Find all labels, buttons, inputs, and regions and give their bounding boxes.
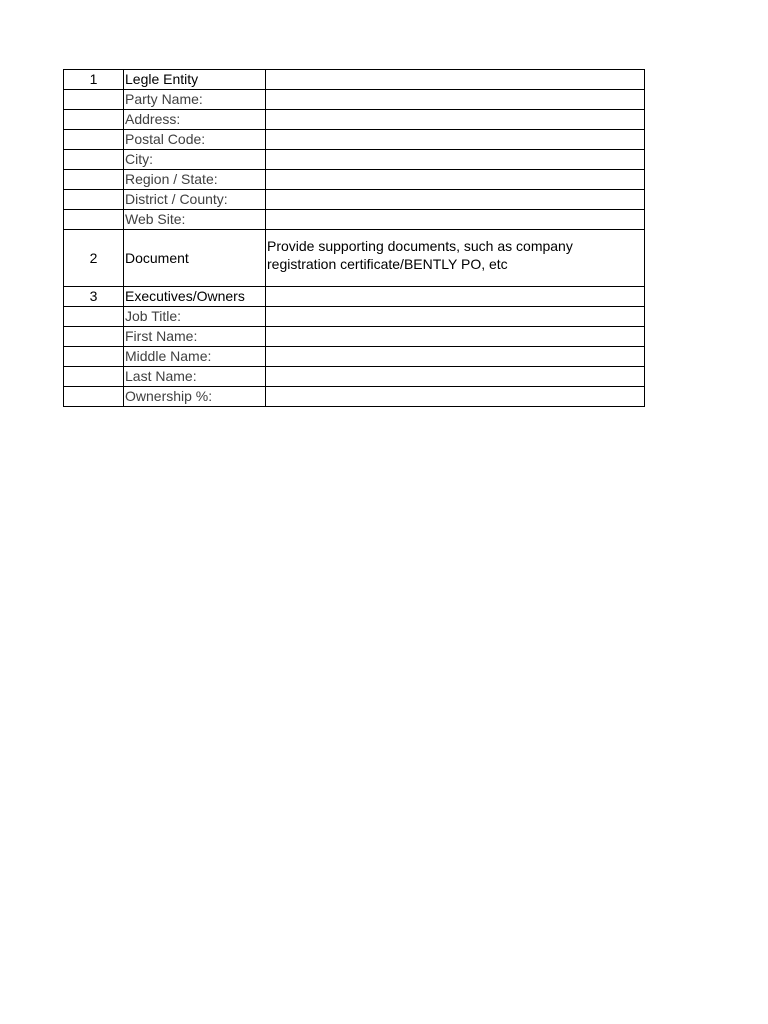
- field-label-last-name: Last Name:: [124, 367, 266, 387]
- row-number-cell: [64, 387, 124, 407]
- row-number-cell: [64, 170, 124, 190]
- address-field[interactable]: [266, 110, 645, 130]
- table-row: [64, 90, 645, 110]
- section-title: Document: [124, 230, 266, 287]
- field-label-web-site: Web Site:: [124, 210, 266, 230]
- field-label-party-name: Party Name:: [124, 90, 266, 110]
- row-number-cell: [64, 367, 124, 387]
- section-number: 1: [64, 70, 124, 90]
- section-header-legal-entity: [64, 70, 645, 90]
- row-number-cell: [64, 90, 124, 110]
- region-state-field[interactable]: [266, 170, 645, 190]
- section-number: 2: [64, 230, 124, 287]
- row-number-cell: [64, 307, 124, 327]
- ownership-field[interactable]: [266, 387, 645, 407]
- table-row: [64, 307, 645, 327]
- section-value-cell[interactable]: [266, 70, 645, 90]
- table-row: [64, 170, 645, 190]
- table-row: [64, 110, 645, 130]
- field-label-district-county: District / County:: [124, 190, 266, 210]
- district-county-field[interactable]: [266, 190, 645, 210]
- row-number-cell: [64, 150, 124, 170]
- row-number-cell: [64, 130, 124, 150]
- field-label-job-title: Job Title:: [124, 307, 266, 327]
- table-row: [64, 367, 645, 387]
- row-number-cell: [64, 110, 124, 130]
- field-label-postal-code: Postal Code:: [124, 130, 266, 150]
- row-number-cell: [64, 327, 124, 347]
- table-row: [64, 210, 645, 230]
- field-label-first-name: First Name:: [124, 327, 266, 347]
- postal-code-field[interactable]: [266, 130, 645, 150]
- field-label-ownership: Ownership %:: [124, 387, 266, 407]
- section-title: Legle Entity: [124, 70, 266, 90]
- field-label-region-state: Region / State:: [124, 170, 266, 190]
- row-number-cell: [64, 210, 124, 230]
- section-title: Executives/Owners: [124, 287, 266, 307]
- table-row: [64, 347, 645, 367]
- section-header-document: [64, 230, 645, 287]
- table-row: [64, 130, 645, 150]
- section-number: 3: [64, 287, 124, 307]
- city-field[interactable]: [266, 150, 645, 170]
- field-label-middle-name: Middle Name:: [124, 347, 266, 367]
- first-name-field[interactable]: [266, 327, 645, 347]
- field-label-address: Address:: [124, 110, 266, 130]
- table-row: [64, 150, 645, 170]
- last-name-field[interactable]: [266, 367, 645, 387]
- section-value-cell[interactable]: [266, 287, 645, 307]
- web-site-field[interactable]: [266, 210, 645, 230]
- table-row: [64, 387, 645, 407]
- table-row: [64, 190, 645, 210]
- entity-form-table: [63, 69, 645, 407]
- job-title-field[interactable]: [266, 307, 645, 327]
- section-header-executives-owners: [64, 287, 645, 307]
- middle-name-field[interactable]: [266, 347, 645, 367]
- document-instructions: Provide supporting documents, such as company registration certificate/BENTLY PO, etc: [266, 230, 645, 287]
- party-name-field[interactable]: [266, 90, 645, 110]
- field-label-city: City:: [124, 150, 266, 170]
- row-number-cell: [64, 347, 124, 367]
- table-row: [64, 327, 645, 347]
- row-number-cell: [64, 190, 124, 210]
